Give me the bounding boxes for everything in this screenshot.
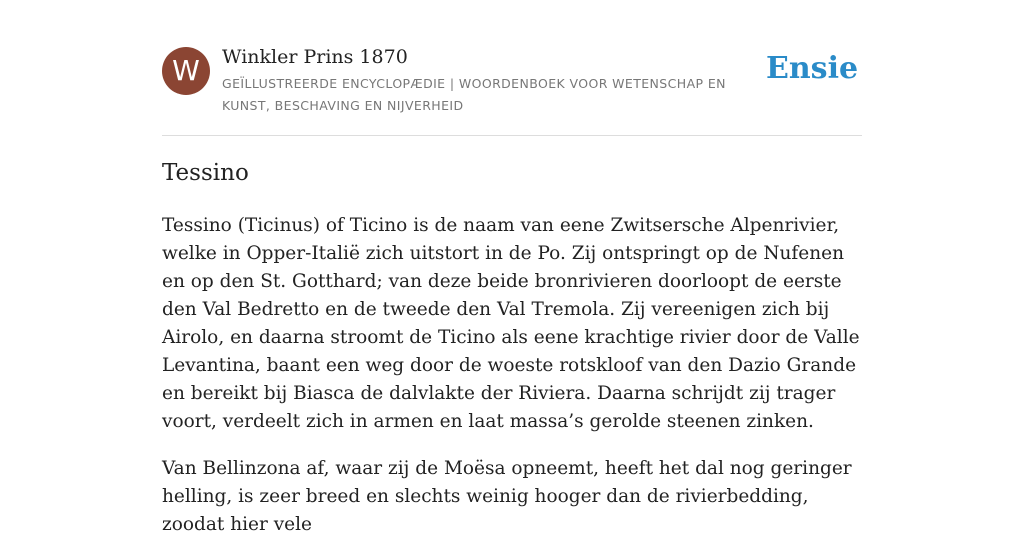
article-paragraph: Van Bellinzona af, waar zij de Moësa opneemt, heeft het dal nog geringer helling, is zeer breed en slechts weinig hooger dan de rivierbedding, zoodat hier vele — [162, 458, 852, 535]
source-title[interactable]: Winkler Prins 1870 — [222, 46, 408, 68]
source-subtitle: GEÏLLUSTREERDE ENCYCLOPÆDIE | WOORDENBOEK VOOR WETENSCHAP EN KUNST, BESCHAVING EN NIJVERHEID — [222, 76, 726, 113]
article-title: Tessino — [162, 160, 249, 186]
brand-logo[interactable]: Ensie — [766, 51, 859, 86]
article-paragraph: Tessino (Ticinus) of Ticino is de naam van eene Zwitsersche Alpenrivier, welke in Opper-Italië zich uitstort in de Po. Zij ontspringt op de Nufenen en op den St. Gotthard; van deze beide bronrivieren doorloopt de eerste den Val Bedretto en de tweede den Val Tremola. Zij vereenigen zich bij Airolo, en daarna stroomt de Ticino als eene krachtige rivier door de Valle Levantina, baant een weg door de woeste rotskloof van den Dazio Grande en bereikt bij Biasca de dalvlakte der Riviera. Daarna schrijdt zij trager voort, verdeelt zich in armen en laat massa’s gerolde steenen zinken. — [162, 215, 860, 432]
article-body — [162, 212, 865, 558]
avatar: W — [162, 47, 210, 95]
header-divider — [162, 135, 862, 136]
